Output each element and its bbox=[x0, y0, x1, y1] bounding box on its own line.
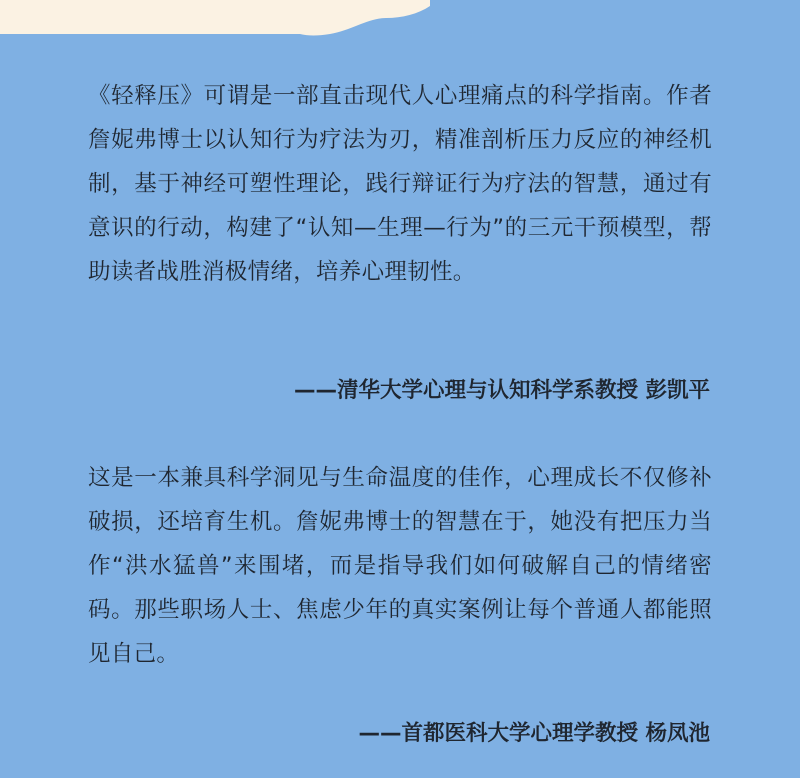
reviews-section bbox=[88, 74, 712, 749]
review-text-2: 这是一本兼具科学洞见与生命温度的佳作，心理成长不仅修补破损，还培育生机。詹妮弗博士的智慧在于，她没有把压力当作“洪水猛兽”来围堵，而是指导我们如何破解自己的情绪密码。那些职场人士、焦虑少年的真实案例让每个普通人都能照见自己。 bbox=[88, 465, 712, 667]
review-attribution-1: ——清华大学心理与认知科学系教授 彭凯平 bbox=[294, 378, 710, 403]
top-decorative-banner bbox=[0, 0, 800, 48]
review-text-1: 《轻释压》可谓是一部直击现代人心理痛点的科学指南。作者詹妮弗博士以认知行为疗法为刃，精准剖析压力反应的神经机制，基于神经可塑性理论，践行辩证行为疗法的智慧，通过有意识的行动，构建了“认知—生理—行为”的三元干预模型，帮助读者战胜消极情绪，培养心理韧性。 bbox=[88, 83, 712, 285]
review-attribution-2: ——首都医科大学心理学教授 杨凤池 bbox=[358, 721, 710, 746]
